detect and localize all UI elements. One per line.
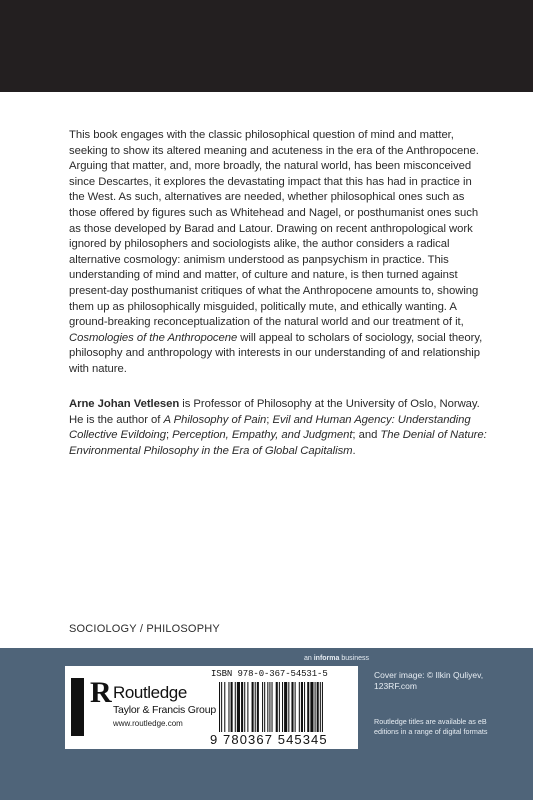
author-bio: [69, 397, 489, 459]
barcode-bar: [315, 682, 316, 732]
description-book-title: Cosmologies of the Anthropocene: [69, 331, 238, 344]
subject-category: SOCIOLOGY / PHILOSOPHY: [69, 623, 220, 635]
barcode-bar: [299, 682, 300, 732]
barcode-bar: [235, 682, 236, 732]
barcode-bar: [231, 682, 233, 732]
bio-text: is Professor of Philosophy at the University of Oslo, Norway. He is the author of: [69, 398, 480, 426]
barcode-bar: [310, 682, 313, 732]
logo-letter: R: [90, 676, 112, 709]
bio-book-4: The Denial of Nature: Environmental Philosophy in the Era of Global Capitalism: [69, 429, 487, 457]
barcode-bar: [320, 682, 321, 732]
barcode-bar: [244, 682, 245, 732]
barcode-bar: [295, 682, 296, 732]
publisher-url: www.routledge.com: [113, 719, 183, 728]
publisher-barcode-panel: [65, 666, 358, 749]
logo-mark: [71, 678, 84, 736]
bio-book-3: Perception, Empathy, and Judgment: [172, 429, 353, 442]
barcode-bar: [255, 682, 256, 732]
author-name: Arne Johan Vetlesen: [69, 398, 180, 410]
barcode-bar: [228, 682, 229, 732]
barcode-bar: [224, 682, 225, 732]
barcode-bar: [252, 682, 254, 732]
bio-end: .: [352, 444, 356, 457]
barcode-bar: [237, 682, 240, 732]
barcode-bar: [257, 682, 259, 732]
barcode-bar: [269, 682, 270, 732]
barcode-bar: [307, 682, 309, 732]
cover-top-band: [0, 0, 533, 92]
bio-separator: ; and: [352, 429, 381, 442]
barcode-number: 9 780367 545345: [210, 732, 328, 747]
barcode-bar: [221, 682, 222, 732]
bio-separator: ;: [165, 429, 173, 442]
informa-suffix: business: [339, 655, 369, 662]
barcode-icon: [219, 682, 351, 732]
barcode-bar: [262, 682, 263, 732]
barcode-bar: [219, 682, 220, 732]
description-part1: This book engages with the classic philosophical question of mind and matter, seeking to show its altered meaning and acuteness in the era of the Anthropocene. Arguing that matter, and, more broadly, the natural world, has been misconceived since Descartes, it explores the devastating impact that this has had in practice in the West. As such, alternatives are needed, whether philosophical ones such as those offered by figures such as Whitehead and Nagel, or posthumanist ones such as those developed by Barad and Latour. Drawing on recent anthropological work ignored by philosophers and sociologists alike, the author considers a radical alternative cosmology: animism understood as panpsychism in practice. This understanding of mind and matter, of culture and nature, is then turned against present-day posthumanist critiques of what the Anthropocene amounts to, showing them up as philosophically misguided, politically mute, and ethically wanting. A ground-breaking reconceptualization of the natural world and our treatment of it,: [69, 129, 479, 329]
ebook-line-1: Routledge titles are available as eB: [374, 717, 487, 726]
ebook-line-2: editions in a range of digital formats: [374, 727, 488, 736]
bio-book-1: A Philosophy of Pain: [163, 413, 267, 426]
barcode-bar: [267, 682, 268, 732]
credit-line-1: Cover image: © Ilkin Quliyev,: [374, 670, 484, 680]
barcode-bar: [264, 682, 265, 732]
publisher-name: Routledge: [113, 683, 187, 702]
informa-prefix: an: [304, 655, 314, 662]
informa-tagline: [304, 655, 369, 662]
barcode-bar: [241, 682, 243, 732]
publisher-group: Taylor & Francis Group: [113, 704, 216, 716]
barcode-bar: [247, 682, 248, 732]
barcode-bar: [301, 682, 303, 732]
ebook-note: [374, 717, 533, 737]
barcode-bar: [282, 682, 283, 732]
book-description: [69, 128, 489, 378]
bio-separator: ;: [266, 413, 273, 426]
isbn-label: ISBN 978-0-367-54531-5: [211, 669, 328, 679]
barcode-bar: [322, 682, 323, 732]
barcode-bar: [279, 682, 280, 732]
barcode-bar: [304, 682, 305, 732]
bio-book-2: Evil and Human Agency: Understanding Collective Evildoing: [69, 413, 471, 442]
barcode-bar: [284, 682, 287, 732]
cover-image-credit: [374, 670, 483, 692]
barcode-bar: [291, 682, 293, 732]
barcode-bar: [272, 682, 273, 732]
barcode-bar: [276, 682, 278, 732]
barcode-bar: [317, 682, 319, 732]
informa-brand: informa: [313, 655, 340, 662]
credit-line-2: 123RF.com: [374, 681, 417, 691]
description-part2: will appeal to scholars of sociology, social theory, philosophy and anthropology with interests in our understanding of and relationship with nature.: [69, 331, 483, 375]
barcode-bar: [288, 682, 289, 732]
routledge-logo: [71, 676, 216, 742]
